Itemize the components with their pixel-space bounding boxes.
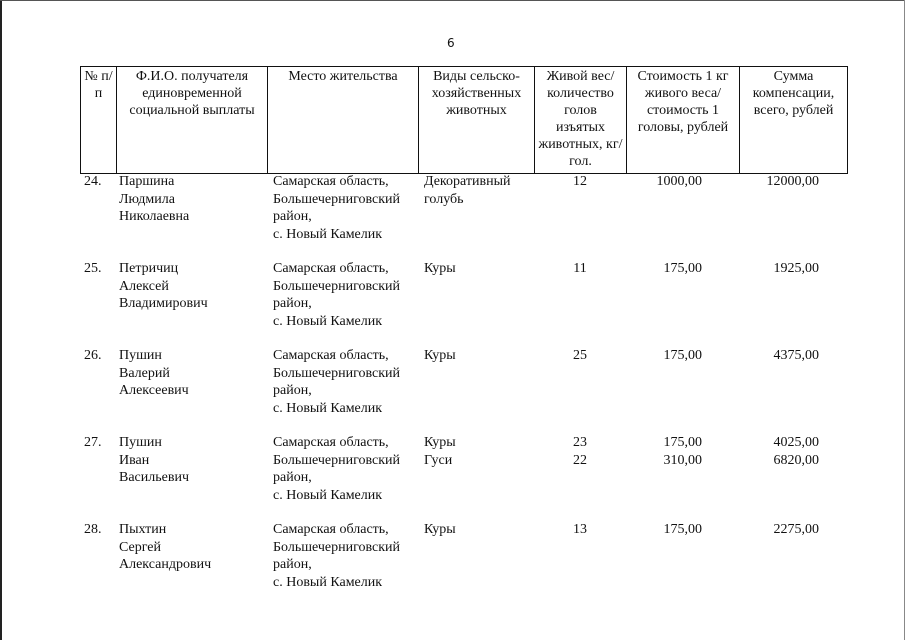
- residence-line: с. Новый Камелик: [273, 313, 383, 329]
- unit-cost-line: 175,00: [663, 522, 702, 537]
- row-number-cell: 28.: [84, 522, 102, 537]
- residence-line: Большечерниговский: [273, 539, 401, 555]
- residence-cell: [267, 260, 418, 347]
- residence-line: Самарская область,: [273, 522, 389, 537]
- recipient-name-line: Людмила: [119, 191, 175, 207]
- residence-line: с. Новый Камелик: [273, 487, 383, 503]
- row-number-cell: 26.: [84, 348, 102, 363]
- residence-line: Самарская область,: [273, 348, 389, 363]
- residence-line: Большечерниговский: [273, 191, 401, 207]
- unit-cost-cell: [626, 521, 739, 608]
- compensation-sum-line: 1925,00: [773, 261, 819, 276]
- unit-cost-cell: [626, 347, 739, 434]
- compensation-sum-line: 4375,00: [773, 348, 819, 363]
- scan-edge-left: [0, 0, 2, 640]
- compensation-sum-line: 4025,00: [773, 435, 819, 450]
- residence-line: Большечерниговский: [273, 365, 401, 381]
- recipient-name-line: Алексеевич: [119, 383, 189, 398]
- header-sum: Сумма компенсации, всего, рублей: [740, 67, 848, 174]
- compensation-sum-cell: [739, 434, 847, 521]
- recipient-name-line: Пушин: [119, 435, 162, 450]
- residence-line: Большечерниговский: [273, 278, 401, 294]
- recipient-name-line: Васильевич: [119, 470, 189, 485]
- compensation-sum-cell: [739, 173, 847, 260]
- unit-cost-cell: [626, 260, 739, 347]
- recipient-name-cell: [116, 347, 267, 434]
- animal-kind-cell: [418, 347, 534, 434]
- animal-kind-line: Куры: [424, 522, 456, 537]
- residence-line: район,: [273, 383, 312, 398]
- unit-cost-line: 310,00: [663, 452, 702, 468]
- weight-count-cell: [534, 347, 626, 434]
- compensation-sum-line: 12000,00: [766, 174, 819, 189]
- animal-kind-cell: [418, 521, 534, 608]
- scan-edge-top: [0, 0, 905, 1]
- table-row: [80, 260, 847, 347]
- residence-cell: [267, 347, 418, 434]
- unit-cost-line: 175,00: [663, 435, 702, 450]
- unit-cost-line: 175,00: [663, 261, 702, 276]
- residence-line: Самарская область,: [273, 174, 389, 189]
- animal-kind-line: Куры: [424, 261, 456, 276]
- recipient-name-line: Паршина: [119, 174, 175, 189]
- header-name: Ф.И.О. получателя единовременной социальной выплаты: [117, 67, 268, 174]
- table-row: [80, 173, 847, 260]
- recipient-name-line: Иван: [119, 452, 150, 468]
- residence-line: район,: [273, 470, 312, 485]
- compensation-sum-cell: [739, 521, 847, 608]
- recipient-name-line: Алексей: [119, 278, 169, 294]
- recipient-name-cell: [116, 260, 267, 347]
- residence-line: с. Новый Камелик: [273, 400, 383, 416]
- residence-line: Самарская область,: [273, 435, 389, 450]
- weight-count-line: 23: [573, 435, 587, 450]
- unit-cost-cell: [626, 173, 739, 260]
- residence-line: район,: [273, 296, 312, 311]
- header-kind: Виды сельско-хозяйственных животных: [419, 67, 535, 174]
- animal-kind-line: Гуси: [424, 452, 453, 468]
- animal-kind-cell: [418, 173, 534, 260]
- row-number-cell: 27.: [84, 435, 102, 450]
- weight-count-cell: [534, 434, 626, 521]
- page-number: 6: [447, 36, 455, 50]
- header-num: № п/п: [81, 67, 117, 174]
- compensation-sum-cell: [739, 260, 847, 347]
- animal-kind-cell: [418, 434, 534, 521]
- weight-count-line: 11: [573, 261, 587, 276]
- residence-cell: [267, 173, 418, 260]
- residence-cell: [267, 521, 418, 608]
- recipient-name-cell: [116, 521, 267, 608]
- animal-kind-line: Куры: [424, 435, 456, 450]
- unit-cost-line: 1000,00: [656, 174, 702, 189]
- residence-line: район,: [273, 209, 312, 224]
- weight-count-cell: [534, 260, 626, 347]
- animal-kind-line: Куры: [424, 348, 456, 363]
- residence-line: Большечерниговский: [273, 452, 401, 468]
- recipient-name-cell: [116, 173, 267, 260]
- table-header: [80, 66, 848, 174]
- compensation-sum-line: 6820,00: [773, 452, 819, 468]
- recipient-name-line: Пыхтин: [119, 522, 167, 537]
- unit-cost-cell: [626, 434, 739, 521]
- table-row: [80, 521, 847, 608]
- residence-line: район,: [273, 557, 312, 572]
- row-number-cell: 24.: [84, 174, 102, 189]
- header-weight: Живой вес/ количество голов изъятых животных, кг/гол.: [535, 67, 627, 174]
- animal-kind-line: голубь: [424, 191, 464, 207]
- recipient-name-line: Валерий: [119, 365, 170, 381]
- residence-line: Самарская область,: [273, 261, 389, 276]
- weight-count-line: 22: [573, 452, 587, 468]
- compensation-sum-cell: [739, 347, 847, 434]
- table-row: [80, 434, 847, 521]
- header-cost: Стоимость 1 кг живого веса/стоимость 1 головы, рублей: [627, 67, 740, 174]
- recipient-name-line: Сергей: [119, 539, 161, 555]
- header-place: Место жительства: [268, 67, 419, 174]
- recipient-name-line: Пушин: [119, 348, 162, 363]
- recipient-name-line: Владимирович: [119, 296, 208, 311]
- weight-count-line: 13: [573, 522, 587, 537]
- compensation-sum-line: 2275,00: [773, 522, 819, 537]
- weight-count-cell: [534, 521, 626, 608]
- table-row: [80, 347, 847, 434]
- weight-count-cell: [534, 173, 626, 260]
- recipient-name-cell: [116, 434, 267, 521]
- recipient-name-line: Николаевна: [119, 209, 190, 224]
- animal-kind-cell: [418, 260, 534, 347]
- residence-line: с. Новый Камелик: [273, 574, 383, 590]
- residence-cell: [267, 434, 418, 521]
- recipient-name-line: Александрович: [119, 557, 212, 572]
- table-body: [80, 173, 847, 608]
- unit-cost-line: 175,00: [663, 348, 702, 363]
- weight-count-line: 25: [573, 348, 587, 363]
- recipient-name-line: Петричиц: [119, 261, 179, 276]
- row-number-cell: 25.: [84, 261, 102, 276]
- weight-count-line: 12: [573, 174, 587, 189]
- animal-kind-line: Декоративный: [424, 174, 511, 189]
- recipients-table: [80, 173, 847, 608]
- residence-line: с. Новый Камелик: [273, 226, 383, 242]
